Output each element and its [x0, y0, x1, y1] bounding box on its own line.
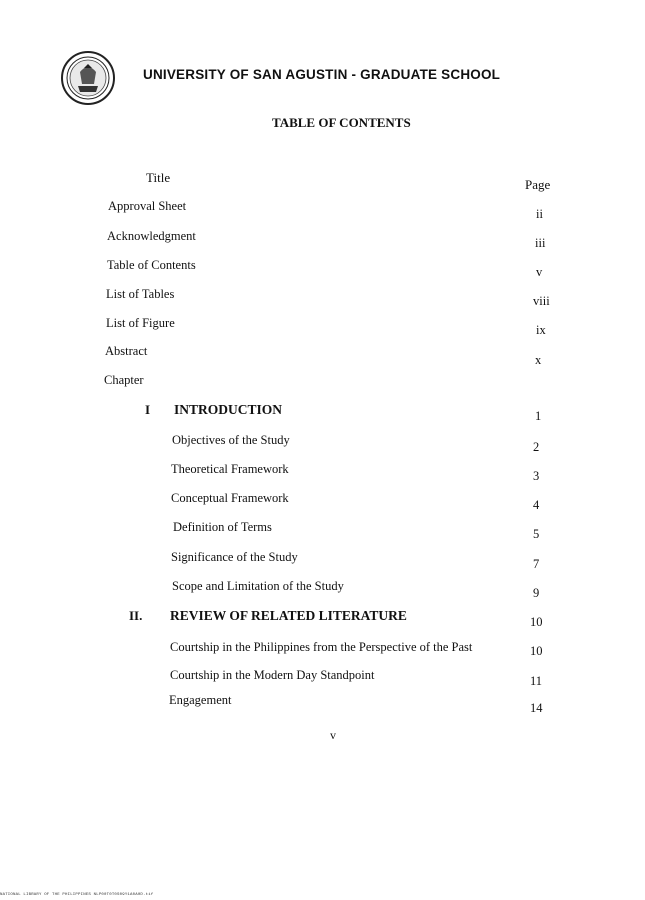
section-scope-limitation: Scope and Limitation of the Study: [172, 579, 344, 593]
toc-page-abstract: x: [535, 353, 542, 367]
section-objectives: Objectives of the Study: [172, 433, 290, 447]
toc-entry-abstract: Abstract: [105, 344, 148, 358]
section-engagement-page: 14: [530, 701, 543, 715]
page-column-heading: Page: [525, 177, 551, 192]
chapter-label: Chapter: [104, 373, 144, 387]
section-courtship-past-page: 10: [530, 644, 543, 658]
section-definition-of-terms: Definition of Terms: [173, 520, 272, 534]
page-number: v: [330, 728, 336, 742]
university-header: UNIVERSITY OF SAN AGUSTIN - GRADUATE SCHOOL: [143, 67, 501, 82]
toc-page-list-of-tables: viii: [533, 294, 550, 308]
section-theoretical-framework: Theoretical Framework: [171, 462, 289, 476]
toc-entry-approval-sheet: Approval Sheet: [108, 199, 187, 213]
toc-entry-acknowledgment: Acknowledgment: [107, 229, 196, 243]
section-conceptual-framework: Conceptual Framework: [171, 491, 289, 505]
chapter-2-numeral: II.: [129, 608, 143, 623]
toc-entry-list-of-figure: List of Figure: [106, 316, 175, 330]
toc-entry-list-of-tables: List of Tables: [106, 287, 175, 301]
title-column-heading: Title: [146, 170, 171, 185]
chapter-1-numeral: I: [145, 402, 151, 417]
section-conceptual-framework-page: 4: [533, 498, 540, 512]
scan-stamp: NATIONAL LIBRARY OF THE PHILIPPINES NLP00T0T0S09Y1A0A0D.tif: [0, 893, 154, 897]
section-courtship-modern: Courtship in the Modern Day Standpoint: [170, 668, 375, 682]
section-courtship-past: Courtship in the Philippines from the Perspective of the Past: [170, 640, 473, 654]
section-courtship-modern-page: 11: [530, 674, 543, 688]
university-seal-icon: [60, 50, 116, 106]
chapter-2-title: REVIEW OF RELATED LITERATURE: [170, 608, 407, 623]
section-significance: Significance of the Study: [171, 550, 298, 564]
section-significance-page: 7: [533, 557, 540, 571]
chapter-2-page: 10: [530, 615, 543, 629]
section-theoretical-framework-page: 3: [533, 469, 540, 483]
toc-page-table-of-contents: v: [536, 265, 543, 279]
section-objectives-page: 2: [533, 440, 540, 454]
section-engagement: Engagement: [169, 693, 232, 707]
section-scope-limitation-page: 9: [533, 586, 540, 600]
toc-page-approval-sheet: ii: [536, 207, 543, 221]
toc-page-acknowledgment: iii: [535, 236, 546, 250]
chapter-1-page: 1: [535, 409, 542, 423]
section-definition-of-terms-page: 5: [533, 527, 540, 541]
toc-heading: TABLE OF CONTENTS: [272, 115, 411, 130]
toc-entry-table-of-contents: Table of Contents: [107, 258, 196, 272]
toc-page-list-of-figure: ix: [536, 323, 546, 337]
chapter-1-title: INTRODUCTION: [174, 402, 283, 417]
